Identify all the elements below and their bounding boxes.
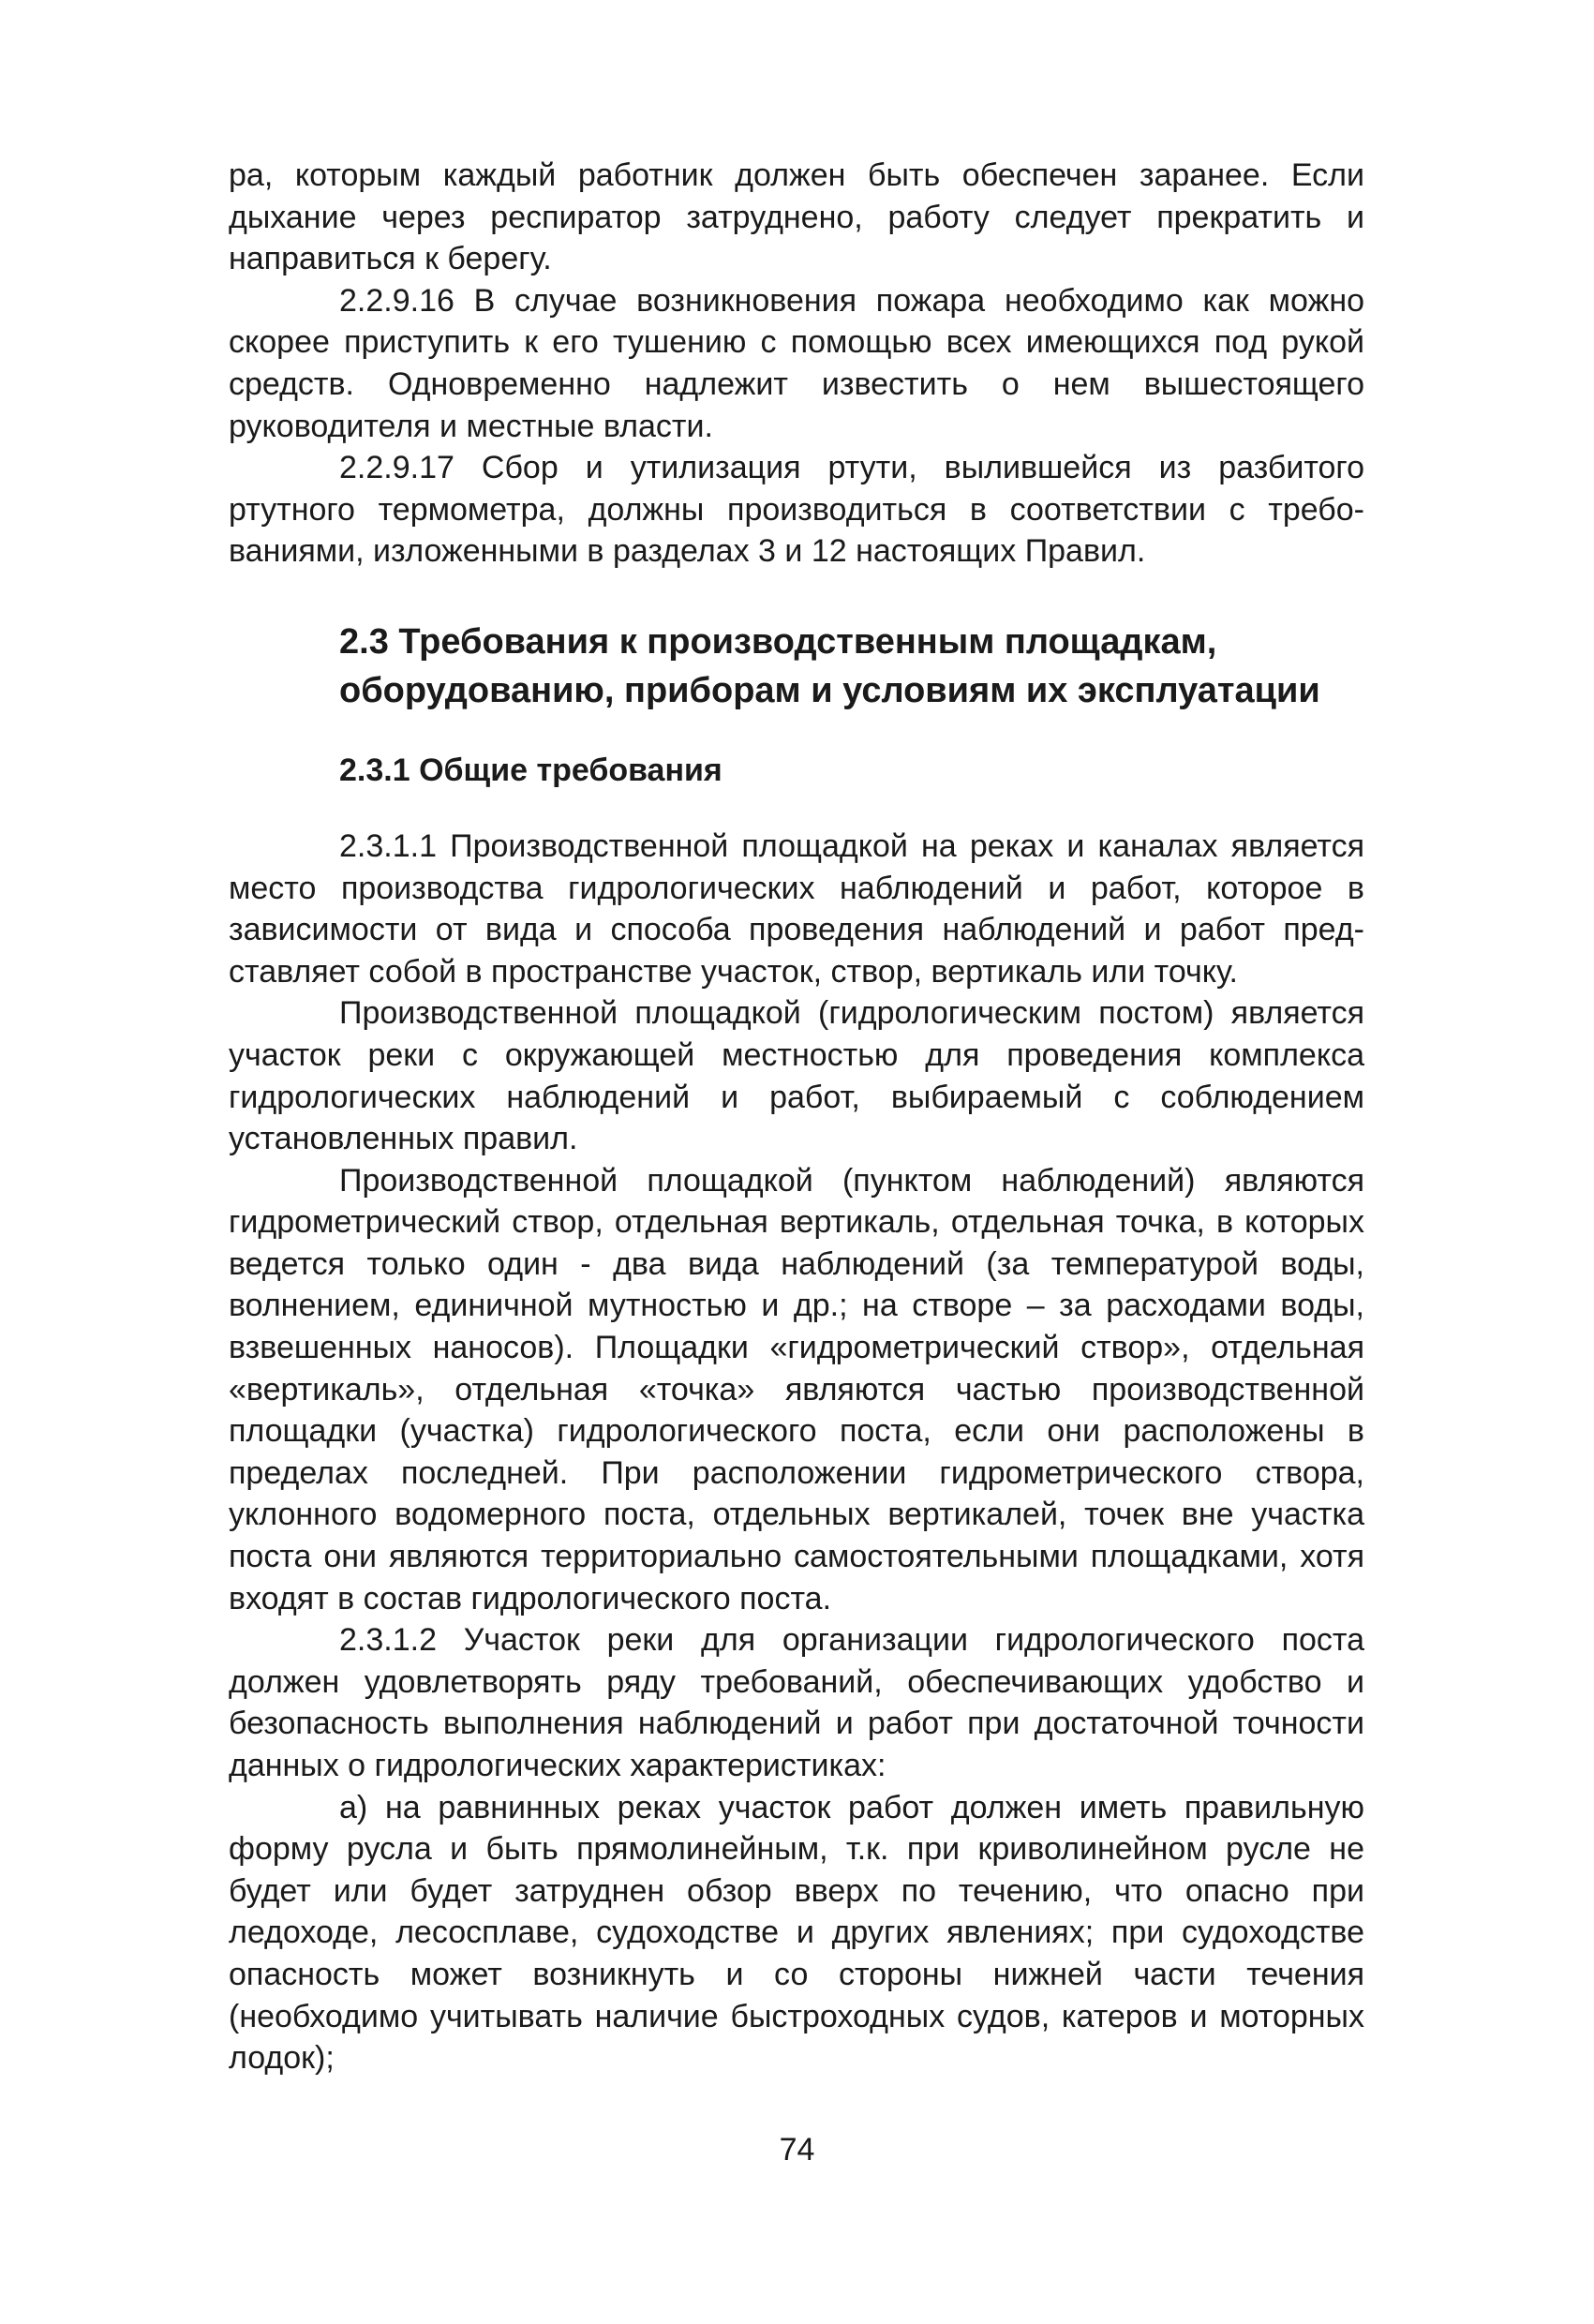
paragraph-respirator-continuation: ра, которым каждый работник должен быть обеспечен заранее. Если дыхание через респиратор затруднено, работу следует прекратить и направиться к берегу. [229,157,1364,277]
paragraph-2-3-1-2: 2.3.1.2 Участок реки для организации гидрологического поста должен удовлетворять ряду требований, обеспечивающих удобство и безопасность выполнения наблюдений и работ при достаточной точности данных о гидрологических характеристиках: [229,1622,1364,1783]
paragraph-2-2-9-17: 2.2.9.17 Сбор и утилизация ртути, вылившейся из разбитого ртутного термометра, должны производиться в соответствии с требованиями, изложенными в разделах 3 и 12 настоящих Правил. [229,450,1364,570]
document-page [229,155,1364,2079]
paragraph-item-a: а) на равнинных реках участок работ должен иметь правильную форму русла и быть прямолинейным, т.к. при криволинейном русле не будет или будет затруднен обзор вверх по течению, что опасно при ледоходе, лесосплаве, судоходстве и других явлениях; при судоходстве опасность может возникнуть и со стороны нижней части течения (необходимо учитывать наличие быстроходных судов, катеров и моторных лодок); [229,1789,1364,2077]
page-number: 74 [779,2132,815,2168]
paragraph-2-2-9-16: 2.2.9.16 В случае возникновения пожара необходимо как можно скорее приступить к его тушению с помощью всех имеющихся под рукой средств. Одновременно надлежит известить о нем вышестоящего руководителя и местные власти. [229,282,1364,444]
section-title-2-3: 2.3 Требования к производственным площадкам, оборудованию, приборам и условиям их эксплуатации [339,621,1320,710]
subsection-title-2-3-1: 2.3.1 Общие требования [339,752,723,788]
paragraph-2-3-1-1: 2.3.1.1 Производственной площадкой на реках и каналах является место производства гидрологических наблюдений и работ, которое в зависимости от вида и способа проведения наблюдений и работ представляет собой в пространстве участок, створ, вертикаль или точку. [229,827,1364,990]
paragraph-observation-point: Производственной площадкой (пунктом наблюдений) являются гидрометрический створ, отдельная вертикаль, отдельная точка, в которых ведется только один - два вида наблюдений (за температурой воды, волнением, единичной мутностью и др.; на створе – за расходами воды, взвешенных наносов). Площадки «гидрометрический створ», отдельная «вертикаль», отдельная «точка» являются частью производственной площадки (участка) гидрологического поста, если они расположены в пределах последней. При расположении гидрометрического створа, уклонного водомерного поста, отдельных вертикалей, точек вне участка поста они являются территориально самостоятельными площадками, хотя входят в состав гидрологического поста. [229,1162,1364,1616]
paragraph-hydrological-post: Производственной площадкой (гидрологическим постом) является участок реки с окружающей местностью для проведения комплекса гидрологических наблюдений и работ, выбираемый с соблюдением установленных правил. [229,995,1364,1157]
